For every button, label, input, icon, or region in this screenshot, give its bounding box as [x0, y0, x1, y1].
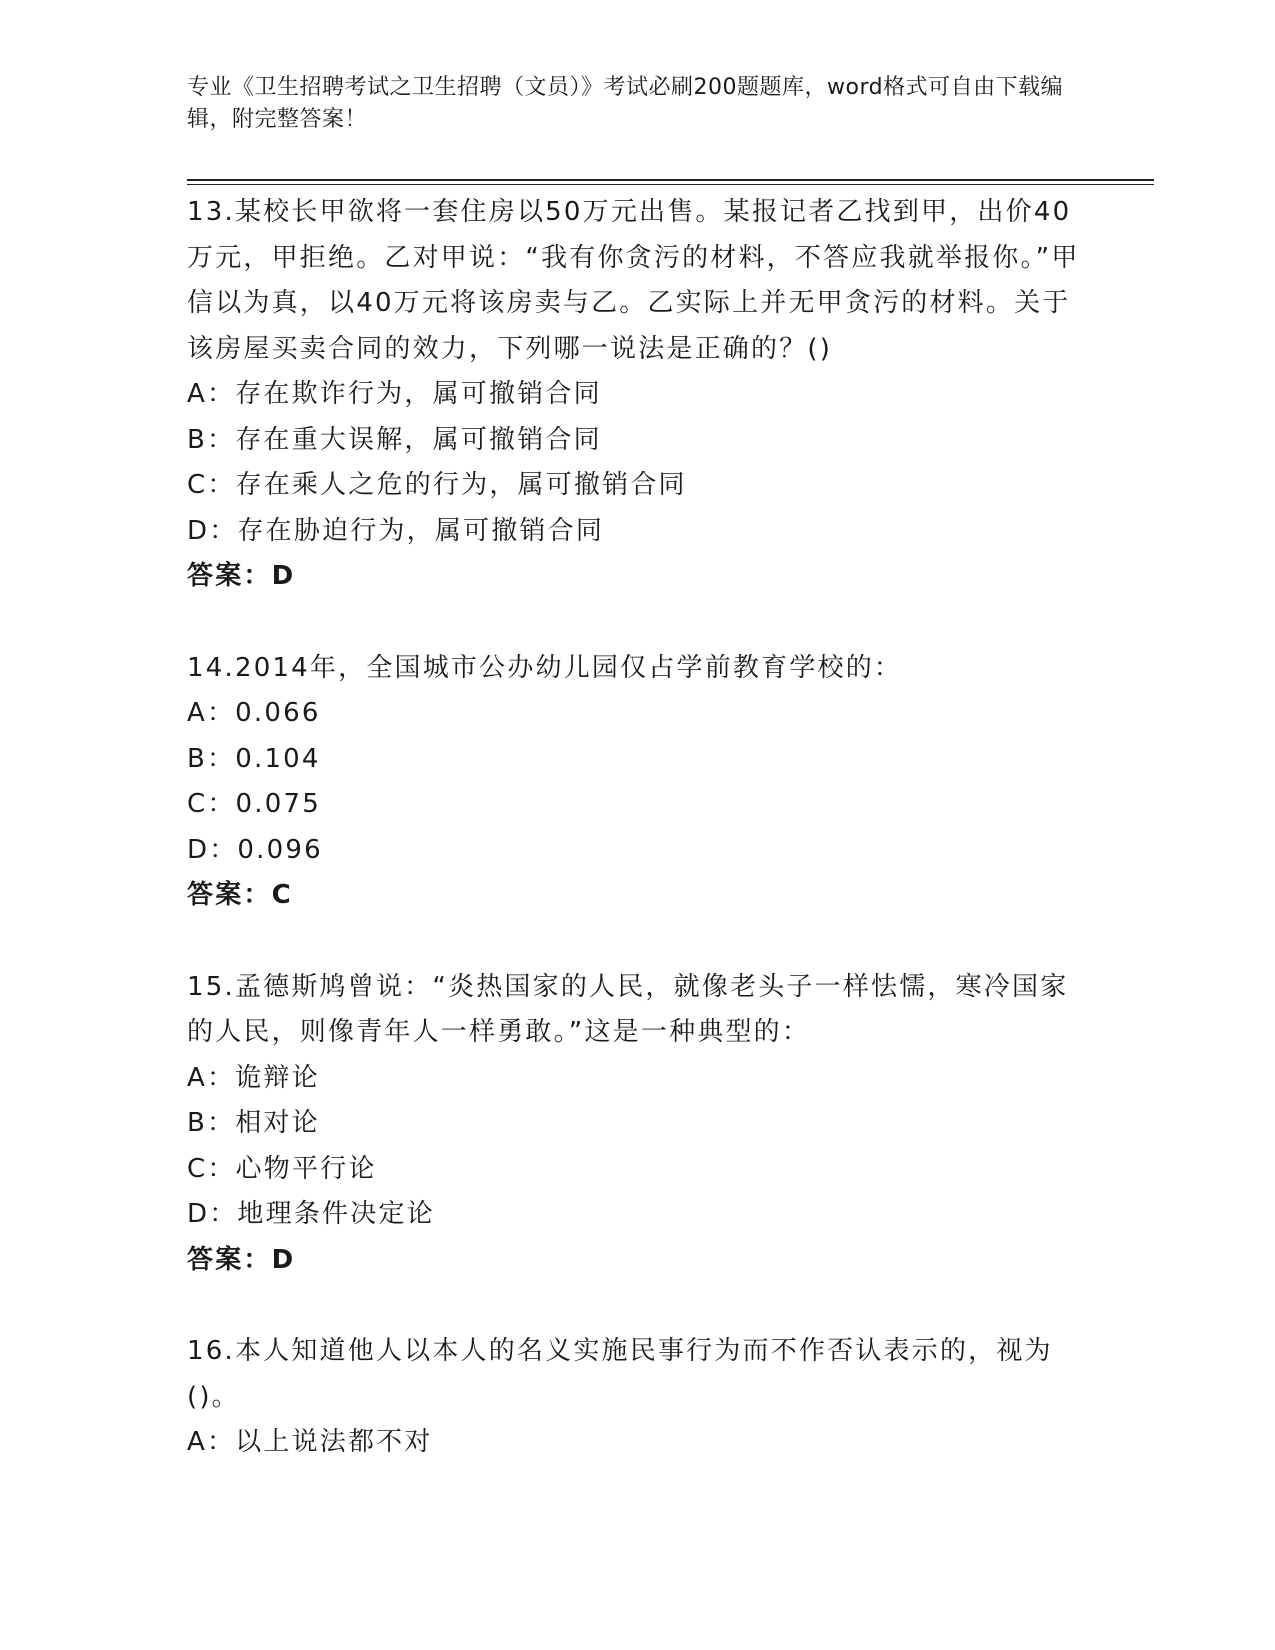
option-d: D：存在胁迫行为，属可撤销合同: [187, 515, 605, 546]
option-c: C：心物平行论: [187, 1153, 377, 1184]
question-15: [187, 965, 1087, 1284]
header-divider-thin: [187, 184, 1154, 185]
option-a: A：以上说法都不对: [187, 1427, 433, 1457]
question-stem: 15.孟德斯鸠曾说：“炎热国家的人民，就像老头子一样怯懦，寒冷国家的人民，则像青年人一样勇敢。”这是一种典型的：: [187, 971, 1069, 1047]
question-16: [187, 1329, 1087, 1466]
option-b: B：存在重大误解，属可撤销合同: [187, 424, 602, 455]
answer-line: 答案：D: [187, 561, 296, 591]
option-a: A：存在欺诈行为，属可撤销合同: [187, 379, 602, 409]
option-c: C：存在乘人之危的行为，属可撤销合同: [187, 470, 687, 500]
header-divider-thick: [187, 179, 1154, 181]
answer-line: 答案：C: [187, 880, 293, 910]
question-stem: 14.2014年，全国城市公办幼儿园仅占学前教育学校的：: [187, 652, 903, 683]
answer-line: 答案：D: [187, 1244, 296, 1275]
option-a: A：0.066: [187, 698, 321, 728]
option-a: A：诡辩论: [187, 1062, 320, 1093]
option-b: B：相对论: [187, 1108, 320, 1138]
question-stem: 16.本人知道他人以本人的名义实施民事行为而不作否认表示的，视为()。: [187, 1336, 1053, 1412]
question-stem: 13.某校长甲欲将一套住房以50万元出售。某报记者乙找到甲，出价40万元，甲拒绝。乙对甲说：“我有你贪污的材料，不答应我就举报你。”甲信以为真，以40万元将该房卖与乙。乙实际上并无甲贪污的材料。关于该房屋买卖合同的效力，下列哪一说法是正确的？(): [187, 197, 1080, 364]
option-d: D：0.096: [187, 834, 323, 865]
question-13: [187, 190, 1087, 600]
document-header: 专业《卫生招聘考试之卫生招聘（文员）》考试必刷200题题库，word格式可自由下载编辑，附完整答案！: [187, 75, 1064, 132]
option-b: B：0.104: [187, 743, 321, 774]
option-c: C：0.075: [187, 789, 321, 819]
option-d: D：地理条件决定论: [187, 1199, 435, 1229]
question-14: [187, 646, 1087, 919]
question-list: [187, 190, 1087, 1466]
